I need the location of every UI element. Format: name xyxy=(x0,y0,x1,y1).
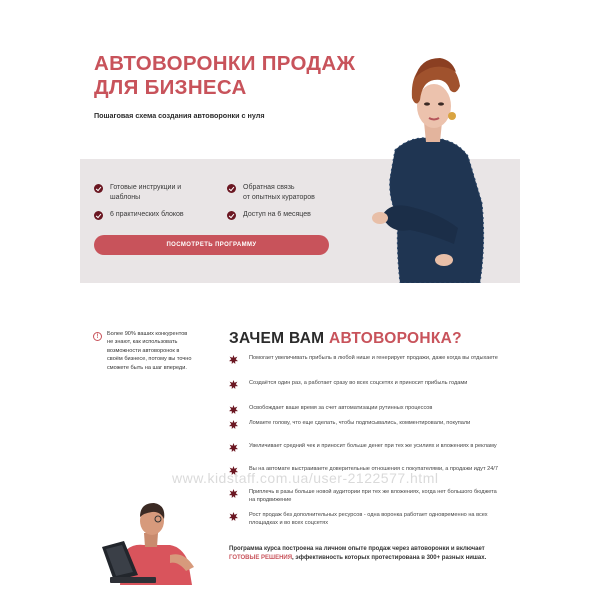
program-summary: Программа курса построена на личном опыте продаж через автоворонки и включает ГОТОВЫЕ РЕШЕНИЯ, эффективность которых протестирована в 300+ разных нишах. xyxy=(229,546,487,562)
reason-text: Вы на автомате выстраиваете доверительные отношения с покупателями, а продажи идут 24/7 xyxy=(249,466,498,472)
reason-text: Приплечь в разы больше новой аудитории при тех же вложениях, когда нет большого бюджета на продвижение xyxy=(249,489,497,504)
hero-title-line1: АВТОВОРОНКИ ПРОДАЖ xyxy=(94,52,356,75)
list-item xyxy=(229,404,501,414)
star-bullet-icon xyxy=(229,489,238,498)
check-icon xyxy=(227,184,236,193)
check-icon xyxy=(94,211,103,220)
view-program-button[interactable]: ПОСМОТРЕТЬ ПРОГРАММУ xyxy=(94,235,329,255)
list-item xyxy=(229,419,501,429)
star-bullet-icon xyxy=(229,355,238,364)
check-icon xyxy=(94,184,103,193)
reason-text: Создаётся один раз, а работает сразу во всех соцсетях и приносит прибыль годами xyxy=(249,380,468,386)
hero-subtitle: Пошаговая схема создания автоворонки с нуля xyxy=(94,111,265,120)
feature-item xyxy=(94,183,219,203)
star-bullet-icon xyxy=(229,443,238,452)
summary-highlight: ГОТОВЫЕ РЕШЕНИЯ xyxy=(229,555,293,562)
list-item xyxy=(229,379,501,389)
feature-text: 6 практических блоков xyxy=(110,211,184,218)
feature-item xyxy=(227,183,352,203)
reason-text: Рост продаж без дополнительных ресурсов - одна воронка работает одновременно на всех площадках и во всех соцсетях xyxy=(249,512,488,527)
feature-item xyxy=(227,210,352,220)
reason-text: Увеличивает средний чек и приносит больше денег при тех же усилиях и вложениях в рекламу xyxy=(249,443,497,449)
star-bullet-icon xyxy=(229,405,238,414)
reason-text: Освобождает ваше время за счет автоматизации рутинных процессов xyxy=(249,405,433,411)
hero-title-line2: ДЛЯ БИЗНЕСА xyxy=(94,76,247,99)
section-title-plain: ЗАЧЕМ ВАМ xyxy=(229,330,325,347)
feature-text: Доступ на 6 месяцев xyxy=(243,211,311,218)
reason-text: Ломаете голову, что еще сделать, чтобы подписывались, комментировали, покупали xyxy=(249,420,471,426)
speaker-photo xyxy=(360,38,500,283)
star-bullet-icon xyxy=(229,380,238,389)
list-item xyxy=(229,511,501,528)
star-bullet-icon xyxy=(229,420,238,429)
feature-text: Готовые инструкции и шаблоны xyxy=(110,184,182,201)
reason-text: Помогает увеличивать прибыль в любой нише и генерирует продажи, даже когда вы отдыхаете xyxy=(249,355,498,361)
info-icon: ! xyxy=(93,332,102,341)
feature-text: Обратная связь от опытных кураторов xyxy=(243,184,315,201)
list-item xyxy=(229,488,501,505)
watermark-text: www.kidstaff.com.ua/user-2122577.html xyxy=(172,470,439,486)
competitors-note: Более 90% ваших конкурентов не знают, как использовать возможности автоворонок в своём бизнесе, потому вы точно сможете быть на шаг впереди. xyxy=(107,331,192,371)
feature-item xyxy=(94,210,219,220)
check-icon xyxy=(227,211,236,220)
list-item xyxy=(229,442,501,452)
hero-title xyxy=(94,52,394,100)
star-bullet-icon xyxy=(229,512,238,521)
section-title-accent: АВТОВОРОНКА? xyxy=(329,330,462,347)
list-item xyxy=(229,354,501,364)
section-title xyxy=(229,330,462,348)
laptop-person-illustration xyxy=(100,485,210,585)
